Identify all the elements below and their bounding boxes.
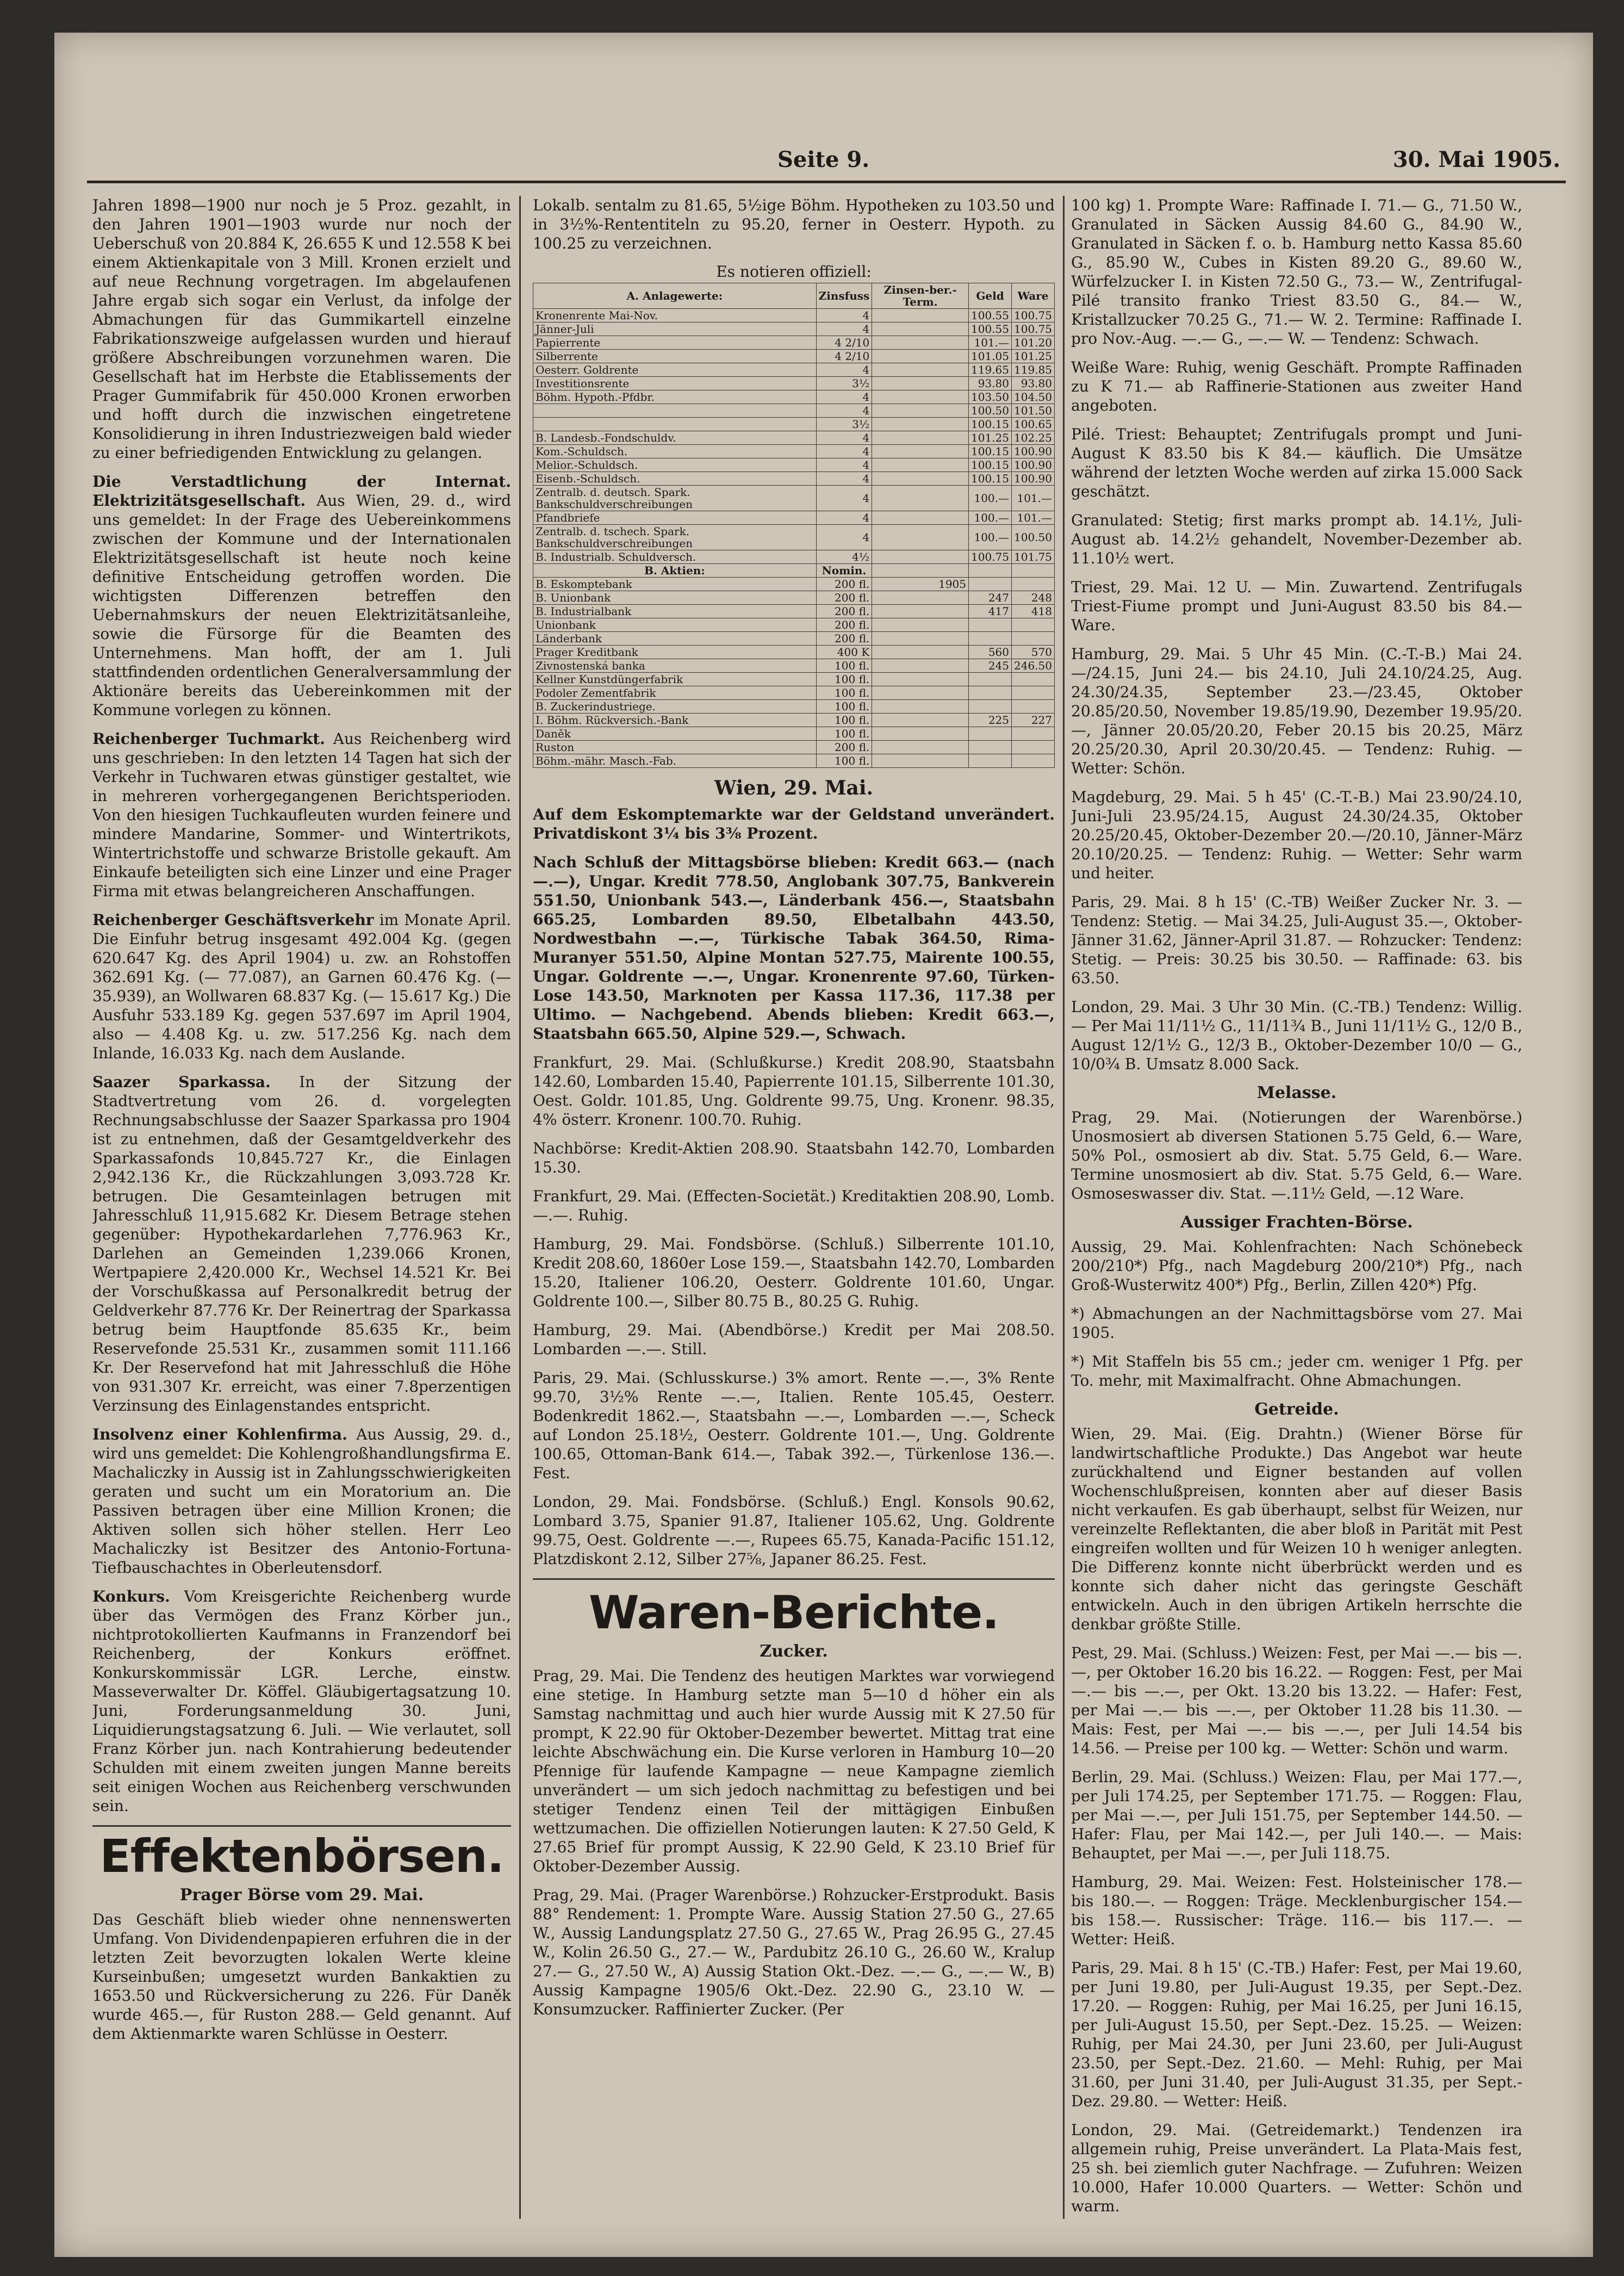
cell: 101.75 <box>1012 550 1055 564</box>
cell <box>1012 618 1055 632</box>
table-row <box>533 673 1055 686</box>
cell <box>872 309 969 323</box>
page-number: Seite 9. <box>777 147 870 172</box>
section-rule <box>92 1825 511 1827</box>
cell: Podoler Zementfabrik <box>533 686 817 700</box>
article-verstadt <box>92 472 511 720</box>
table-row <box>533 418 1055 431</box>
headline-zucker: Zucker. <box>760 1642 828 1661</box>
cell <box>872 673 969 686</box>
cell: 418 <box>1012 605 1055 618</box>
cell <box>969 632 1012 646</box>
cell: 4 <box>816 525 872 550</box>
table-row <box>533 659 1055 673</box>
table-row <box>533 618 1055 632</box>
cell: Zentralb. d. deutsch. Spark. Bankschuldverschreibungen <box>533 486 817 511</box>
body-paris-getreide: Paris, 29. Mai. 8 h 15' (C.-TB.) Hafer: Fest, per Mai 19.60, per Juni 19.80, per Juli-August 19.35, per Sept.-Dez. 17.20. — Roggen: Ruhig, per Mai 16.25, per Juni 16.15, per Juli-August 15.50, per Sept.-Dez. 15.25. — Weizen: Ruhig, per Mai 24.30, per Juni 23.60, per Juli-August 23.50, per Sept.-Dez. 21.60. — Mehl: Ruhig, per Mai 31.60, per Juni 31.40, per Juli-August 31.35, per Sept.-Dez. 29.80. — Wetter: Heiß. <box>1071 1959 1522 2110</box>
headline-geschaeftsverkehr: Reichenberger Geschäftsverkehr <box>92 911 374 929</box>
headline-tuchmarkt: Reichenberger Tuchmarkt. <box>92 730 325 748</box>
cell: 200 fl. <box>816 618 872 632</box>
headline-prager-boerse: Prager Börse vom 29. Mai. <box>179 1886 424 1905</box>
cell: Ruston <box>533 741 817 754</box>
body-saazer: In der Sitzung der Stadtvertretung vom 26. d. vorgelegten Rechnungsabschlusse der Saazer Sparkassa pro 1904 ist zu entnehmen, daß der Gesamtgeldverkehr des Sparkassafonds 10,845.727 Kr., die Einlagen 2,942.136 Kr., die Rückzahlungen 3,093.728 Kr. betrugen. Die Gesamteinlagen betrugen mit Jahresschluß 11,915.682 Kr. Diesem Betrage stehen gegenüber: Hypothekardarlehen 7,776.963 Kr., Darlehen an Gemeinden 1,239.066 Kronen, Wertpapiere 2,420.000 Kr., Wechsel 14.521 Kr. Bei der Vorschußkassa auf Personalkredit betrug der Geldverkehr 87.776 Kr. Der Reinertrag der Sparkassa betrug beim Hauptfonde 85.635 Kr., beim Reservefonde 25.531 Kr., zusammen somit 111.166 Kr. Der Reservefond hat mit Jahresschluß die Höhe von 931.307 Kr. erreicht, was einer 7.8perzentigen Verzinsung des Einlagenstandes entspricht. <box>92 1073 511 1415</box>
cell: 119.65 <box>969 363 1012 377</box>
cell: 100.75 <box>1012 323 1055 336</box>
cell: 100 fl. <box>816 754 872 768</box>
table-row <box>533 472 1055 486</box>
cell: 100.15 <box>969 458 1012 472</box>
newspaper-page <box>54 33 1593 2257</box>
cell <box>872 472 969 486</box>
cell: 100.90 <box>1012 458 1055 472</box>
article-insolvenz <box>92 1425 511 1577</box>
headline-aussiger-frachten: Aussiger Frachten-Börse. <box>1180 1213 1413 1232</box>
cell <box>872 431 969 445</box>
body-prager-boerse: Das Geschäft blieb wieder ohne nennenswerten Umfang. Von Dividendenpapieren erfuhren die in der letzten Zeit bevorzugten lokalen Werte kleine Kurseinbußen; umgesetzt wurden Bankaktien zu 1653.50 und Rückversicherung zu 226. Für Daněk wurde 465.—, für Ruston 288.— Geld genannt. Auf dem Aktienmarkte waren Schlüsse in Oesterr. <box>92 1911 511 2043</box>
article-gummi: Jahren 1898—1900 nur noch je 5 Proz. gezahlt, in den Jahren 1901—1903 wurde nur noch der Ueberschuß von 20.884 K, 26.655 K und 12.558 K bei einem Aktienkapitale von 3 Mill. Kronen erzielt und auf neue Rechnung vorgetragen. Im abgelaufenen Jahre ergab sich sogar ein Verlust, da infolge der Abmachungen für das Gummikartell einzelne Fabrikationszweige aufgelassen wurden und hierauf größere Abschreibungen vorzunehmen waren. Die Gesellschaft hat im Herbste die Etablissements der Prager Gummifabrik für 450.000 Kronen erworben und hofft durch die inzwischen eingetretene Konsolidierung in ihren Industriezweigen bald wieder zu einer befriedigenden Entwicklung zu gelangen. <box>92 196 511 462</box>
cell: 100.15 <box>969 445 1012 458</box>
cell: 3½ <box>816 377 872 390</box>
cell: Kronenrente Mai-Nov. <box>533 309 817 323</box>
cell <box>969 673 1012 686</box>
cell: 100.— <box>969 525 1012 550</box>
table-title: Es notieren offiziell: <box>716 263 872 281</box>
cell <box>872 632 969 646</box>
cell: 103.50 <box>969 390 1012 404</box>
cell: Böhm. Hypoth.-Pfdbr. <box>533 390 817 404</box>
table-row <box>533 390 1055 404</box>
table-row <box>533 350 1055 363</box>
table-row <box>533 714 1055 727</box>
table-row <box>533 632 1055 646</box>
cell: 200 fl. <box>816 578 872 591</box>
cell: 100.15 <box>969 418 1012 431</box>
cell: 101.— <box>1012 486 1055 511</box>
cell <box>872 511 969 525</box>
table-row <box>533 431 1055 445</box>
cell: 101.05 <box>969 350 1012 363</box>
body-triest: Triest, 29. Mai. 12 U. — Min. Zuwartend. Zentrifugals Triest-Fiume prompt und Juni-August 83.50 bis 84.— Ware. <box>1071 578 1522 634</box>
cell <box>533 404 817 418</box>
body-weisse-ware: Weiße Ware: Ruhig, wenig Geschäft. Prompte Raffinaden zu K 71.— ab Raffinerie-Stationen aus zweiter Hand angeboten. <box>1071 358 1522 414</box>
cell <box>872 686 969 700</box>
body-aussig: Aussig, 29. Mai. Kohlenfrachten: Nach Schönebeck 200/210*) Pfg., nach Magdeburg 200/210*) Pfg., nach Groß-Wusterwitz 400*) Pfg., Berlin, Zillen 420*) Pfg. <box>1071 1238 1522 1294</box>
cell: Eisenb.-Schuldsch. <box>533 472 817 486</box>
table-header-row <box>533 283 1055 309</box>
col-header: Zinsen-ber.-Term. <box>872 283 969 309</box>
cell: B. Aktien: <box>533 564 817 578</box>
table-row <box>533 404 1055 418</box>
cell: 100.— <box>969 511 1012 525</box>
body-wien-eskompte: Auf dem Eskomptemarkte war der Geldstand unverändert. Privatdiskont 3¼ bis 3⅜ Prozent. <box>533 805 1055 842</box>
cell: Böhm.-mähr. Masch.-Fab. <box>533 754 817 768</box>
table-row <box>533 591 1055 605</box>
cell: 4 2/10 <box>816 336 872 350</box>
column-2 <box>533 196 1055 2219</box>
cell: Jänner-Juli <box>533 323 817 336</box>
cell <box>872 445 969 458</box>
cell: 100.55 <box>969 309 1012 323</box>
section-title-effektenboersen: Effektenbörsen. <box>99 1830 504 1883</box>
cell: Zentralb. d. tschech. Spark. Bankschuldverschreibungen <box>533 525 817 550</box>
cell: Oesterr. Goldrente <box>533 363 817 377</box>
body-paris-zucker: Paris, 29. Mai. 8 h 15' (C.-TB) Weißer Zucker Nr. 3. — Tendenz: Stetig. — Mai 34.25, Juli-August 35.—, Oktober-Jänner 31.62, Jänner-April 31.87. — Rohzucker: Tendenz: Stetig. — Preis: 30.25 bis 30.50. — Raffinade: 63. bis 63.50. <box>1071 893 1522 987</box>
body-insolvenz: Aus Aussig, 29. d., wird uns gemeldet: Die Kohlengroßhandlungsfirma E. Machaliczky in Aussig ist in Zahlungsschwierigkeiten geraten und sucht um ein Moratorium an. Die Passiven betragen über eine Million Kronen; die Aktiven sollen sich höher stellen. Herr Leo Machaliczky ist Besitzer des Antonio-Fortuna-Tiefbauschachtes in Oberleutensdorf. <box>92 1425 511 1577</box>
cell: 3½ <box>816 418 872 431</box>
cell <box>1012 700 1055 714</box>
cell: 100.— <box>969 486 1012 511</box>
headline-saazer: Saazer Sparkassa. <box>92 1073 271 1091</box>
cell: 200 fl. <box>816 605 872 618</box>
cell <box>1012 673 1055 686</box>
col-header: A. Anlagewerte: <box>533 283 817 309</box>
cell <box>872 700 969 714</box>
cell <box>872 418 969 431</box>
cell <box>969 686 1012 700</box>
body-hamburg-zucker: Hamburg, 29. Mai. 5 Uhr 45 Min. (C.-T.-B.) Mai 24.—/24.15, Juni 24.— bis 24.10, Juli 24.10/24.25, Aug. 24.30/24.35, September 23.—/23.45, Oktober 20.85/20.50, November 19.85/19.90, Dezember 19.95/20.—, Jänner 20.05/20.20, Feber 20.15 bis 20.25, März 20.25/20.30, April 20.30/20.45. — Tendenz: Ruhig. — Wetter: Schön. <box>1071 645 1522 777</box>
intro-lokalbahn: Lokalb. sentalm zu 81.65, 5½ige Böhm. Hypotheken zu 103.50 und in 3½%-Rententiteln zu 95.20, ferner in Oesterr. Hypoth. zu 100.25 zu verzeichnen. <box>533 196 1055 252</box>
table-row <box>533 578 1055 591</box>
column-rule <box>1063 196 1065 2219</box>
cell: 100.50 <box>969 404 1012 418</box>
footnote-2: *) Mit Staffeln bis 55 cm.; jeder cm. weniger 1 Pfg. per To. mehr, mit Maximalfracht. Ohne Abmachungen. <box>1071 1353 1522 1390</box>
body-frankfurt-effecten: Frankfurt, 29. Mai. (Effecten-Societät.) Kreditaktien 208.90, Lomb. —.—. Ruhig. <box>533 1187 1055 1224</box>
cell: 101.— <box>969 336 1012 350</box>
cell: Melior.-Schuldsch. <box>533 458 817 472</box>
cell: 225 <box>969 714 1012 727</box>
article-konkurs <box>92 1587 511 1815</box>
cell: 4 <box>816 511 872 525</box>
cell: I. Böhm. Rückversich.-Bank <box>533 714 817 727</box>
cell: 101.25 <box>969 431 1012 445</box>
body-granulated: Granulated: Stetig; first marks prompt ab. 14.1½, Juli-August ab. 14.2½ gehandelt, November-Dezember ab. 11.10½ wert. <box>1071 511 1522 567</box>
column-1 <box>92 196 511 2219</box>
article-saazer <box>92 1072 511 1415</box>
cell <box>872 564 969 578</box>
cell: 1905 <box>872 578 969 591</box>
cell: 100.65 <box>1012 418 1055 431</box>
table-row <box>533 336 1055 350</box>
cell: 100.15 <box>969 472 1012 486</box>
cell: 100 fl. <box>816 673 872 686</box>
cell: 4 <box>816 445 872 458</box>
cell: 4 <box>816 309 872 323</box>
cell: 560 <box>969 646 1012 659</box>
cell: 200 fl. <box>816 591 872 605</box>
article-geschaeftsverkehr <box>92 910 511 1063</box>
body-wien-getreide: Wien, 29. Mai. (Eig. Drahtn.) (Wiener Börse für landwirtschaftliche Produkte.) Das Angebot war heute zurückhaltend und Eigner bestanden auf vollen Wochenschlußpreisen, konnten aber auf dieser Basis nicht verkaufen. Es gab überhaupt, selbst für Weizen, nur vereinzelte Reflektanten, die aber bloß in Parität mit Pest eingreifen wollten und für Weizen 10 h weniger anlegten. Die Differenz konnte nicht überbrückt werden und es konnte sich daher nicht das geringste Geschäft entwickeln. Auch in den übrigen Artikeln herrschte die denkbar größte Stille. <box>1071 1425 1522 1633</box>
cell: 101.25 <box>1012 350 1055 363</box>
body-pile: Pilé. Triest: Behauptet; Zentrifugals prompt und Juni-August K 83.50 bis K 84.— käuflich. Die Umsätze während der letzten Woche werden auf zirka 15.000 Sack geschätzt. <box>1071 425 1522 500</box>
cell: 100 fl. <box>816 686 872 700</box>
table-row <box>533 550 1055 564</box>
table-row <box>533 741 1055 754</box>
cell: 248 <box>1012 591 1055 605</box>
cell <box>969 741 1012 754</box>
cell <box>1012 686 1055 700</box>
cell <box>872 525 969 550</box>
table-row <box>533 525 1055 550</box>
cell <box>1012 727 1055 741</box>
cell <box>1012 754 1055 768</box>
cell <box>1012 578 1055 591</box>
body-hamburg: Hamburg, 29. Mai. Fondsbörse. (Schluß.) Silberrente 101.10, Kredit 208.60, 1860er Lose 159.—, Staatsbahn 142.70, Lombarden 15.20, Italiener 106.20, Oesterr. Goldrente 101.60, Ungar. Goldrente 100.—, Silber 80.75 B., 80.25 G. Ruhig. <box>533 1235 1055 1310</box>
table-row <box>533 363 1055 377</box>
cell <box>872 741 969 754</box>
cell <box>1012 741 1055 754</box>
body-melasse: Prag, 29. Mai. (Notierungen der Warenbörse.) Unosmosiert ab diversen Stationen 5.75 Geld, 6.— Ware, 50% Pol., osmosiert ab div. Stat. 5.75 Geld, 6.— Ware. Termine unosmosiert ab div. Stat. 5.75 Geld, 6.— Ware. Osmoseswasser div. Stat. —.11½ Geld, —.12 Ware. <box>1071 1108 1522 1202</box>
cell: 200 fl. <box>816 632 872 646</box>
cell <box>969 727 1012 741</box>
anlagewerte-rows <box>533 309 1055 564</box>
cell: 4 <box>816 323 872 336</box>
cell: 101.20 <box>1012 336 1055 350</box>
aktien-header <box>533 564 1055 578</box>
col-header: Ware <box>1012 283 1055 309</box>
cell <box>1012 564 1055 578</box>
cell <box>872 377 969 390</box>
cell <box>872 550 969 564</box>
cell <box>872 458 969 472</box>
cell: Länderbank <box>533 632 817 646</box>
cell: B. Unionbank <box>533 591 817 605</box>
body-wien-mittagsboerse: Nach Schluß der Mittagsbörse blieben: Kredit 663.— (nach —.—), Ungar. Kredit 778.50, Anglobank 307.75, Bankverein 551.50, Unionbank 543.—, Länderbank 456.—, Staatsbahn 665.25, Lombarden 89.50, Elbetalbahn 443.50, Nordwestbahn —.—, Türkische Tabak 364.50, Rima-Muranyer 551.50, Alpine Montan 527.75, Mairente 100.55, Ungar. Goldrente —.—, Ungar. Kronenrente 97.60, Türken-Lose 143.50, Marknoten per Kassa 117.36, 117.38 per Ultimo. — Nachgebend. Abends blieben: Kredit 663.—, Staatsbahn 665.50, Alpine 529.—, Schwach. <box>533 853 1055 1043</box>
cell <box>872 350 969 363</box>
cell <box>969 578 1012 591</box>
cell: 245 <box>969 659 1012 673</box>
cell: 227 <box>1012 714 1055 727</box>
cell <box>872 727 969 741</box>
aktien-rows <box>533 578 1055 768</box>
table-row <box>533 727 1055 741</box>
cell <box>872 404 969 418</box>
cell: 4 <box>816 486 872 511</box>
cell: 102.25 <box>1012 431 1055 445</box>
headline-melasse: Melasse. <box>1256 1083 1337 1102</box>
issue-date: 30. Mai 1905. <box>1392 147 1560 172</box>
cell <box>872 336 969 350</box>
table-row <box>533 323 1055 336</box>
body-geschaeftsverkehr: im Monate April. Die Einfuhr betrug insgesamt 492.004 Kg. (gegen 620.647 Kg. des April 1904) u. zw. an Rohstoffen 362.691 Kg. (— 77.087), an Garnen 60.476 Kg. (— 35.939), an Wollwaren 68.837 Kg. (— 15.617 Kg.) Die Ausfuhr 533.189 Kg. gegen 537.697 im April 1904, also — 4.408 Kg. u. zw. 517.256 Kg. nach dem Inlande, 16.033 Kg. nach dem Auslande. <box>92 911 511 1062</box>
cell: Prager Kreditbank <box>533 646 817 659</box>
table-row <box>533 564 1055 578</box>
cell: Nomin. <box>816 564 872 578</box>
cell: 4 <box>816 363 872 377</box>
header-rule <box>87 181 1566 183</box>
cell: B. Landesb.-Fondschuldv. <box>533 431 817 445</box>
cell: 104.50 <box>1012 390 1055 404</box>
body-tuchmarkt: Aus Reichenberg wird uns geschrieben: In den letzten 14 Tagen hat sich der Verkehr in Tuchwaren etwas günstiger gestaltet, wie in mehreren vorhergegangenen Berichtsperioden. Von den hiesigen Tuchkaufleuten wurden feinere und mindere Mandarine, Sommer- und Wintertrikots, Wintertrichstoffe und schwarze Bristolle gekauft. Am Einkaufe beteiligten sich eine Linzer und eine Prager Firma mit etwas belangreicheren Anschaffungen. <box>92 730 511 900</box>
col-header: Geld <box>969 283 1012 309</box>
table-row <box>533 445 1055 458</box>
cell <box>872 486 969 511</box>
cell: 4 <box>816 472 872 486</box>
cell: 101.50 <box>1012 404 1055 418</box>
body-magdeburg: Magdeburg, 29. Mai. 5 h 45' (C.-T.-B.) Mai 23.90/24.10, Juni-Juli 23.95/24.15, August 24.30/24.35, Oktober 20.25/20.45, Oktober-Dezember 20.—/20.10, Jänner-März 20.10/20.25. — Tendenz: Ruhig. — Wetter: Sehr warm und heiter. <box>1071 788 1522 882</box>
cell: 100 fl. <box>816 659 872 673</box>
cell: 93.80 <box>969 377 1012 390</box>
cell: 4 <box>816 404 872 418</box>
headline-insolvenz: Insolvenz einer Kohlenfirma. <box>92 1425 347 1443</box>
column-3 <box>1071 196 1522 2219</box>
cell: 4 <box>816 390 872 404</box>
cell <box>872 618 969 632</box>
headline-konkurs: Konkurs. <box>92 1587 170 1605</box>
cell: B. Industrialbank <box>533 605 817 618</box>
body-london: London, 29. Mai. Fondsbörse. (Schluß.) Engl. Konsols 90.62, Lombard 3.75, Spanier 91.87, Italiener 105.62, Ung. Goldrente 99.75, Oest. Goldrente —.—, Rupees 65.75, Kanada-Pacific 151.12, Platzdiskont 2.12, Silber 27⅝, Japaner 86.25. Fest. <box>533 1493 1055 1568</box>
col-header: Zinsfuss <box>816 283 872 309</box>
cell: 100.75 <box>969 550 1012 564</box>
cell: Daněk <box>533 727 817 741</box>
cell: Kom.-Schuldsch. <box>533 445 817 458</box>
headline-wien: Wien, 29. Mai. <box>714 777 874 799</box>
table-row <box>533 754 1055 768</box>
cell: 247 <box>969 591 1012 605</box>
cell <box>969 700 1012 714</box>
cell: 100.90 <box>1012 445 1055 458</box>
article-tuchmarkt <box>92 729 511 901</box>
cell: 119.85 <box>1012 363 1055 377</box>
column-rule <box>519 196 521 2219</box>
cell: 400 K <box>816 646 872 659</box>
cell: 100 fl. <box>816 727 872 741</box>
cell: Zivnostenská banka <box>533 659 817 673</box>
body-pest: Pest, 29. Mai. (Schluss.) Weizen: Fest, per Mai —.— bis —.—, per Oktober 16.20 bis 16.22. — Roggen: Fest, per Mai —.— bis —.—, per Okt. 13.20 bis 13.22. — Hafer: Fest, per Mai —.— bis —.—, per Oktober 11.28 bis 11.30. — Mais: Fest, per Mai —.— bis —.—, per Juli 14.54 bis 14.56. — Preise per 100 kg. — Wetter: Schön und warm. <box>1071 1644 1522 1757</box>
body-konsumzucker: 100 kg) 1. Prompte Ware: Raffinade I. 71.— G., 71.50 W., Granulated in Säcken Aussig 84.60 G., 84.90 W., Granulated in Säcken f. o. b. Hamburg netto Kassa 85.60 G., 85.90 W., Cubes in Kisten 89.20 G., 89.60 W., Würfelzucker I. in Kisten 72.50 G., 73.— W., Zentrifugal-Pilé transito franko Triest 83.50 G., 84.— W., Kristallzucker 70.25 G., 71.— W. 2. Termine: Raffinade I. pro Nov.-Aug. —.— G., —.— W. — Tendenz: Schwach. <box>1071 196 1522 348</box>
quotes-table <box>533 283 1055 768</box>
cell <box>872 605 969 618</box>
cell: 200 fl. <box>816 741 872 754</box>
body-verstadtlichung: Aus Wien, 29. d., wird uns gemeldet: In der Frage des Uebereinkommens zwischen der Kommune und der Internationalen Elektrizitätsgesellschaft ist heute noch keine definitive Entscheidung getroffen worden. Die wichtigsten Differenzen betreffen den Uebernahmskurs der neuen Elektrizitätsanleihe, sowie die Fürsorge für die Beamten des Unternehmens. Man hofft, der am 1. Juli stattfindenden ordentlichen Generalversammlung der Aktionäre bereits das Uebereinkommen mit der Kommune vorlegen zu können. <box>92 492 511 719</box>
body-frankfurt: Frankfurt, 29. Mai. (Schlußkurse.) Kredit 208.90, Staatsbahn 142.60, Lombarden 15.40, Papierrente 101.15, Silberrente 101.30, Oest. Goldr. 101.85, Ung. Goldrente 99.75, Ung. Kronenr. 98.35, 4% österr. Kronenr. 100.70. Ruhig. <box>533 1053 1055 1128</box>
cell: B. Eskomptebank <box>533 578 817 591</box>
cell: 93.80 <box>1012 377 1055 390</box>
cell: Papierrente <box>533 336 817 350</box>
headline-verstadtlichung: Die Verstadtlichung der Internat. Elektrizitätsgesellschaft. <box>92 473 511 510</box>
table-row <box>533 486 1055 511</box>
cell: 4 <box>816 458 872 472</box>
cell <box>872 659 969 673</box>
cell: 100 fl. <box>816 714 872 727</box>
cell: 570 <box>1012 646 1055 659</box>
section-title-waren-berichte: Waren-Berichte. <box>588 1586 999 1639</box>
footnote-1: *) Abmachungen an der Nachmittagsbörse vom 27. Mai 1905. <box>1071 1305 1522 1342</box>
table-row <box>533 686 1055 700</box>
cell <box>872 323 969 336</box>
table-row <box>533 605 1055 618</box>
headline-getreide: Getreide. <box>1254 1400 1339 1419</box>
cell <box>872 363 969 377</box>
cell: B. Industrialb. Schuldversch. <box>533 550 817 564</box>
cell <box>872 714 969 727</box>
cell: 100.75 <box>1012 309 1055 323</box>
cell: 246.50 <box>1012 659 1055 673</box>
cell: Silberrente <box>533 350 817 363</box>
cell <box>969 564 1012 578</box>
body-hamburg-getreide: Hamburg, 29. Mai. Weizen: Fest. Holsteinischer 178.— bis 180.—. — Roggen: Träge. Mecklenburgischer 154.— bis 158.—. Russischer: Träge. 116.— bis 117.—. — Wetter: Heiß. <box>1071 1873 1522 1948</box>
cell: 100.50 <box>1012 525 1055 550</box>
body-hamburg-abend: Hamburg, 29. Mai. (Abendbörse.) Kredit per Mai 208.50. Lombarden —.—. Still. <box>533 1321 1055 1358</box>
body-nachboerse: Nachbörse: Kredit-Aktien 208.90. Staatsbahn 142.70, Lombarden 15.30. <box>533 1139 1055 1176</box>
body-london-zucker: London, 29. Mai. 3 Uhr 30 Min. (C.-TB.) Tendenz: Willig. — Per Mai 11/11½ G., 11/11¾ B., Juni 11/11½ G., 12/0 B., August 12/1½ G., 12/3 B., Oktober-Dezember 10/0 — G., 10/0¾ B. Umsatz 8.000 Sack. <box>1071 998 1522 1073</box>
cell: 4 2/10 <box>816 350 872 363</box>
cell <box>969 754 1012 768</box>
cell: 417 <box>969 605 1012 618</box>
table-row <box>533 309 1055 323</box>
cell: Unionbank <box>533 618 817 632</box>
cell: 100 fl. <box>816 700 872 714</box>
table-row <box>533 700 1055 714</box>
body-prag-zucker: Prag, 29. Mai. Die Tendenz des heutigen Marktes war vorwiegend eine stetige. In Hamburg setzte man 5—10 d höher ein als Samstag nachmittag und auch hier wurde Aussig mit K 27.50 für prompt, K 22.90 für Oktober-Dezember bewertet. Mittag trat eine leichte Abschwächung ein. Die Kurse verloren in Hamburg 10—20 Pfennige für laufende Kampagne — neue Kampagne ziemlich unverändert — um sich jedoch nachmittag zu befestigen und bei stetiger Tendenz einen Teil der mittägigen Einbußen wettzumachen. Die offiziellen Notierungen lauten: K 27.50 Geld, K 27.65 Brief für prompt Aussig, K 22.90 Geld, K 23.10 Brief für Oktober-Dezember Aussig. <box>533 1667 1055 1876</box>
table-row <box>533 458 1055 472</box>
cell: Kellner Kunstdüngerfabrik <box>533 673 817 686</box>
body-paris: Paris, 29. Mai. (Schlusskurse.) 3% amort. Rente —.—, 3% Rente 99.70, 3½% Rente —.—, Italien. Rente 105.45, Oesterr. Bodenkredit 1862.—, Staatsbahn —.—, Lombarden —.—, Scheck auf London 25.18½, Oesterr. Goldrente 101.—, Ung. Goldrente 100.65, Ottoman-Bank 614.—, Tabak 392.—, Türkenlose 136.—. Fest. <box>533 1369 1055 1482</box>
cell: Investitionsrente <box>533 377 817 390</box>
table-row <box>533 511 1055 525</box>
cell: 4½ <box>816 550 872 564</box>
cell <box>872 646 969 659</box>
body-london-getreide: London, 29. Mai. (Getreidemarkt.) Tendenzen ira allgemein ruhig, Preise unverändert. La Plata-Mais fest, 25 sh. bei ziemlich guter Nachfrage. — Zufuhren: Weizen 10.000, Hafer 10.000 Quarters. — Wetter: Schön und warm. <box>1071 2121 1522 2215</box>
cell: B. Zuckerindustriege. <box>533 700 817 714</box>
cell: 101.— <box>1012 511 1055 525</box>
section-rule <box>533 1578 1055 1580</box>
cell: 100.90 <box>1012 472 1055 486</box>
cell <box>969 618 1012 632</box>
cell <box>872 754 969 768</box>
cell <box>872 591 969 605</box>
body-konkurs: Vom Kreisgerichte Reichenberg wurde über das Vermögen des Franz Körber jun., nichtprotokollierten Kaufmanns in Franzendorf bei Reichenberg, der Konkurs eröffnet. Konkurskommissär LGR. Lerche, einstw. Masseverwalter Dr. Köffel. Gläubigertagsatzung 10. Juni, Forderungsanmeldung 30. Juni, Liquidierungstagsatzung 6. Juli. — Wie verlautet, soll Franz Körber jun. nach Kontrahierung bedeutender Schulden mit einem zweiten jungen Manne bereits seit einigen Wochen aus Reichenberg verschwunden sein. <box>92 1587 511 1815</box>
cell <box>872 390 969 404</box>
body-berlin: Berlin, 29. Mai. (Schluss.) Weizen: Flau, per Mai 177.—, per Juli 174.25, per September 171.75. — Roggen: Flau, per Mai —.—, per Juli 151.75, per September 144.50. — Hafer: Flau, per Mai 142.—, per Juli 140.—. — Mais: Behauptet, per Mai —.—, per Juli 118.75. <box>1071 1768 1522 1862</box>
cell <box>1012 632 1055 646</box>
cell: 4 <box>816 431 872 445</box>
body-prag-warenboerse: Prag, 29. Mai. (Prager Warenbörse.) Rohzucker-Erstprodukt. Basis 88° Rendement: 1. Prompte Ware. Aussig Station 27.50 G., 27.65 W., Aussig Landungsplatz 27.50 G., 27.65 W., Prag 26.95 G., 27.45 W., Kolin 26.50 G., 27.— W., Pardubitz 26.10 G., 26.60 W., Kralup 27.— G., 27.50 W., A) Aussig Station Okt.-Dez. —.— G., —.— W., B) Aussig Kampagne 1905/6 Okt.-Dez. 22.90 G., 23.10 W. — Konsumzucker. Raffinierter Zucker. (Per <box>533 1886 1055 2019</box>
cell <box>533 418 817 431</box>
cell: Pfandbriefe <box>533 511 817 525</box>
table-row <box>533 646 1055 659</box>
cell: 100.55 <box>969 323 1012 336</box>
table-row <box>533 377 1055 390</box>
